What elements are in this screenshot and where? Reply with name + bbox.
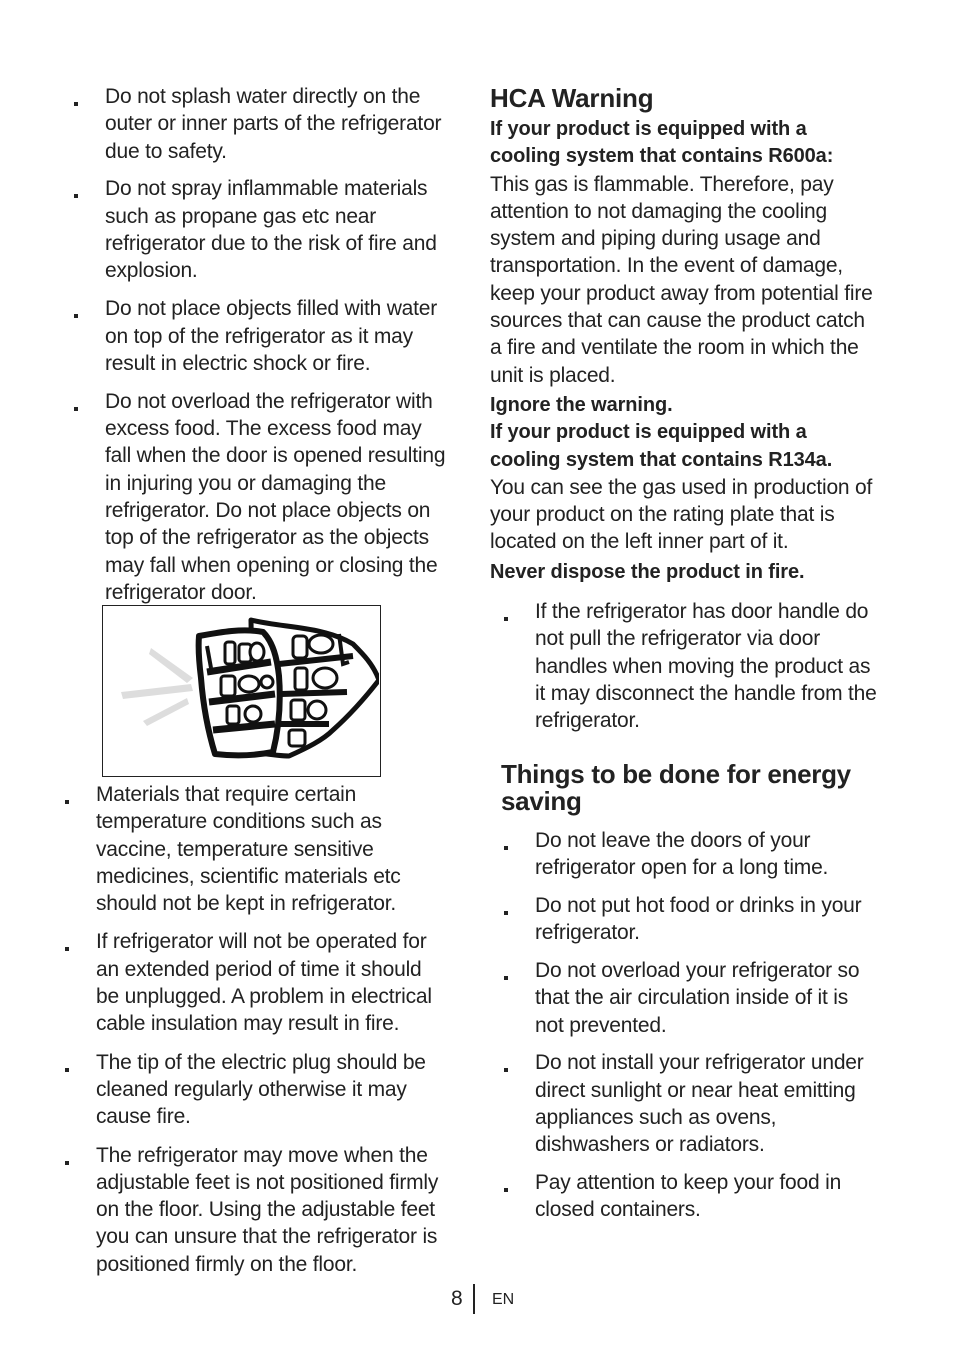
ignore-warning-text: Ignore the warning. — [490, 393, 673, 416]
r134a-heading: If your product is equipped with a cooling system that contains R134a. — [490, 421, 833, 471]
r600a-text: This gas is flammable. Therefore, pay attention to not damaging the cooling system and piping during usage and transportation. In the event of damage, keep your product away from potential fire sources that can cause the product catch a fire and ventilate the room in which the unit is placed. — [490, 172, 873, 387]
list-item: Do not spray inflammable materials such as propane gas etc near refrigerator due to the risk of fire and explosion. — [105, 175, 453, 284]
list-item: The tip of the electric plug should be cleaned regularly otherwise it may cause fire. — [96, 1049, 446, 1131]
never-dispose-warning: Never dispose the product in fire. — [490, 560, 805, 583]
hca-list — [535, 598, 880, 734]
r134a-text: You can see the gas used in production of your product on the rating plate that is located on the left inner part of it. — [490, 475, 873, 554]
list-item: If refrigerator will not be operated for an extended period of time it should be unplugged. A problem in electrical cable insulation may result in fire. — [96, 928, 446, 1037]
hca-warning-heading: HCA Warning — [490, 83, 654, 113]
right-column — [490, 83, 880, 1234]
list-item: Do not overload the refrigerator with excess food. The excess food may fall when the door is opened resulting in injuring you or damaging the refrigerator. Do not place objects on top of the refrigerator as the objects may fall when opening or closing the refrigerator door. — [105, 388, 453, 606]
list-item: The refrigerator may move when the adjustable feet is not positioned firmly on the floor. Using the adjustable feet you can unsure that the refrigerator is positioned firmly on the floor. — [96, 1142, 446, 1278]
language-code: EN — [492, 1291, 515, 1308]
list-item: Do not put hot food or drinks in your refrigerator. — [535, 892, 880, 947]
list-item: Do not leave the doors of your refrigerator open for a long time. — [535, 827, 880, 882]
list-item: Do not overload your refrigerator so that the air circulation inside of it is not prevented. — [535, 957, 880, 1039]
left-safety-list-bottom — [96, 781, 446, 1289]
list-item: Do not splash water directly on the outer or inner parts of the refrigerator due to safety. — [105, 83, 453, 165]
page-number: 8 — [451, 1287, 463, 1310]
list-item: If the refrigerator has door handle do not pull the refrigerator via door handles when moving the product as it may disconnect the handle from the refrigerator. — [535, 598, 880, 734]
list-item: Materials that require certain temperature conditions such as vaccine, temperature sensitive medicines, scientific materials etc should not be kept in refrigerator. — [96, 781, 446, 917]
list-item: Pay attention to keep your food in closed containers. — [535, 1169, 880, 1224]
falling-food-drawing — [103, 606, 379, 775]
r600a-heading: If your product is equipped with a cooling system that contains R600a: — [490, 118, 834, 168]
list-item: Do not install your refrigerator under direct sunlight or near heat emitting appliances such as ovens, dishwashers or radiators. — [535, 1049, 880, 1158]
left-safety-list-top — [105, 83, 453, 617]
page-number-separator — [473, 1284, 475, 1314]
energy-saving-heading: Things to be done for energy saving — [501, 758, 851, 816]
list-item: Do not place objects filled with water on top of the refrigerator as it may result in electric shock or fire. — [105, 295, 453, 377]
energy-saving-list — [535, 827, 880, 1224]
overloaded-refrigerator-illustration — [102, 605, 381, 777]
